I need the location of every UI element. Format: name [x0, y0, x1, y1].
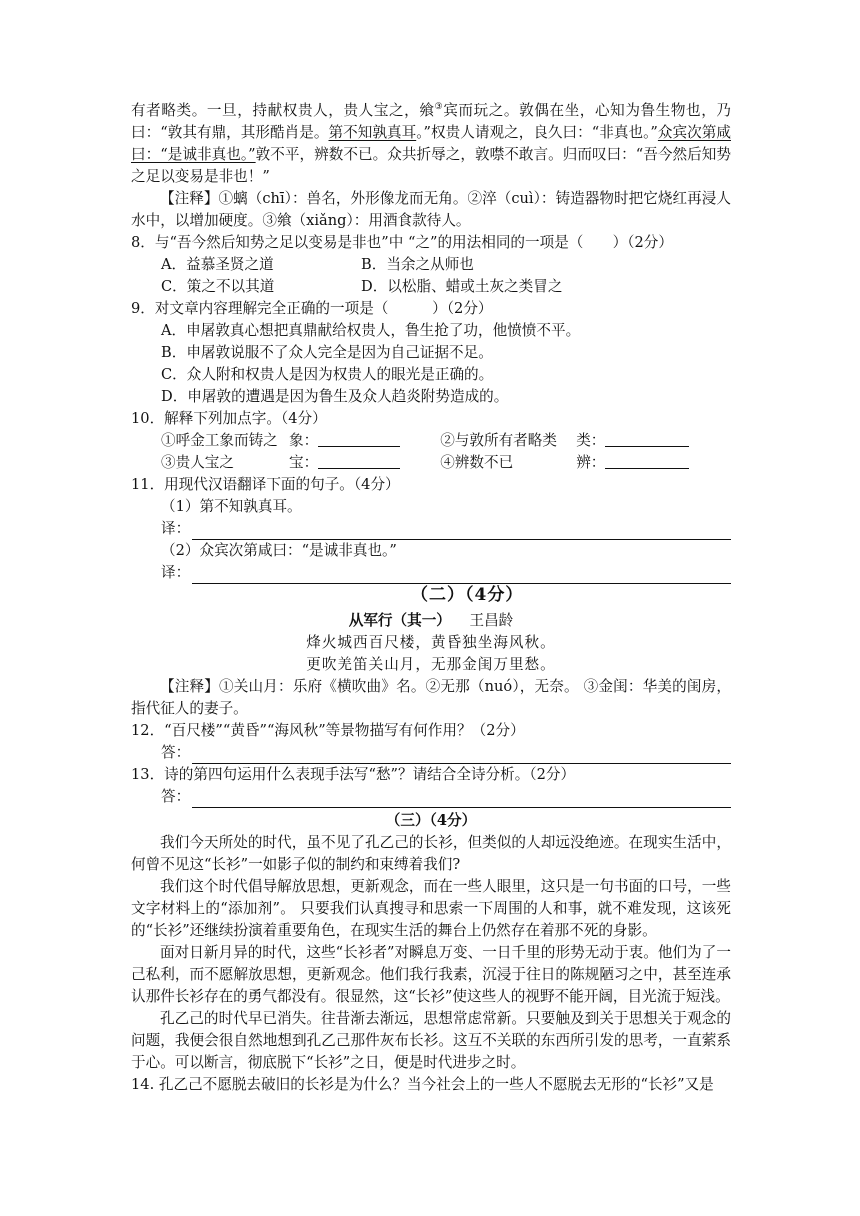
- section-3-heading: （三）（4分）: [385, 812, 477, 829]
- q10-answer-blank-4[interactable]: [605, 452, 689, 469]
- q10-label-1: 象：: [289, 432, 319, 449]
- poem-line-2: 更吹羌笛关山月，无那金闺万里愁。: [306, 656, 556, 673]
- section-3-paragraph-1: 我们今天所处的时代，虽不见了孔乙己的长衫，但类似的人却远没绝迹。在现实生活中，何曾不见这“长衫”一如影子似的制约和束缚着我们?: [131, 834, 731, 873]
- poem-title: 从军行（其一）: [348, 612, 451, 629]
- q11-stem: 11．用现代汉语翻译下面的句子。（4分）: [131, 476, 400, 493]
- q10-item-2: ②与敦所有者略类: [440, 432, 557, 449]
- q10-answer-blank-3[interactable]: [318, 452, 400, 469]
- q10-label-3: 宝：: [289, 454, 319, 471]
- passage-text-part: 。”权贵人请观之，良久曰：“非真也。”: [416, 124, 658, 141]
- answer-line[interactable]: [192, 566, 731, 584]
- q11-sentence-1: （1）第不知孰真耳。: [161, 498, 302, 515]
- poem-line-1: 烽火城西百尺楼，黄昏独坐海风秋。: [306, 634, 556, 651]
- poem-author: 王昌龄: [469, 612, 514, 629]
- q8-option-d: D．以松脂、蜡或土灰之类冒之: [361, 278, 563, 295]
- q14-stem: 14. 孔乙己不愿脱去破旧的长衫是为什么？当今社会上的一些人不愿脱去无形的“长衫”又是: [131, 1076, 714, 1093]
- footnote-marker: ③: [434, 102, 444, 113]
- passage-text-part: 敦不平，辨数不已。众共折辱之，敦噤不敢言。归而叹曰：“吾今然后知势之足以变易是非也！”: [131, 146, 731, 185]
- q13-answer: [161, 786, 731, 808]
- notes-2: 【注释】①关山月：乐府《横吹曲》名。②无那（nuó），无奈。 ③金闺：华美的闺房，指代征人的妻子。: [131, 678, 731, 717]
- passage-text-part: 宾而玩之。敦偶在坐，心知为鲁生物也，乃曰：“敦其有鼎，其形酷肖是。: [131, 102, 731, 141]
- q9-option-d: D．申屠敦的遭遇是因为鲁生及众人趋炎附势造成的。: [161, 388, 509, 405]
- passage-1-text: [131, 100, 731, 188]
- poem-title-line: [131, 610, 731, 632]
- answer-label: 译：: [161, 520, 191, 537]
- q10-label-2: 类：: [576, 432, 606, 449]
- q9-option-a: A．申屠敦真心想把真鼎献给权贵人，鲁生抢了功，他愤愤不平。: [161, 322, 581, 339]
- q11-sentence-2: （2）众宾次第咸曰：“是诚非真也。”: [161, 542, 397, 559]
- passage-text-part: 有者略类。一旦，持献权贵人，贵人宝之，飨: [131, 102, 435, 119]
- q10-row-1: [161, 430, 731, 452]
- section-3-paragraph-4: 孔乙己的时代早已消失。往昔渐去渐远，思想常虑常新。只要触及到关于思想关于观念的问题，我便会很自然地想到孔乙己那件灰布长衫。这互不关联的东西所引发的思考，一直萦系于心。可以断言，彻底脱下“长衫”之日，便是时代进步之时。: [131, 1010, 731, 1071]
- q10-item-4: ④辨数不已: [440, 454, 514, 471]
- q8-option-a: A．益慕圣贤之道: [161, 256, 274, 273]
- answer-label: 译：: [161, 564, 191, 581]
- answer-line[interactable]: [192, 746, 731, 764]
- q12-answer: [161, 742, 731, 764]
- q13-stem: 13．诗的第四句运用什么表现手法写“愁”？请结合全诗分析。（2分）: [131, 766, 576, 783]
- q10-item-1: ①呼金工象而铸之: [161, 432, 278, 449]
- notes-1: 【注释】①螭（chī）：兽名，外形像龙而无角。②淬（cuì）：铸造器物时把它烧红再浸人水中，以增加硬度。③飨（xiǎng）：用酒食款待人。: [131, 190, 731, 229]
- q10-row-2: [161, 452, 731, 474]
- section-2-heading: （二）（4分）: [411, 585, 524, 605]
- answer-label: 答：: [161, 788, 191, 805]
- underlined-sentence-1: 第不知孰真耳: [328, 124, 417, 141]
- q10-stem: 10．解释下列加点字。（4分）: [131, 410, 327, 427]
- q9-stem: 9．对文章内容理解完全正确的一项是（ ）（2分）: [131, 300, 493, 317]
- section-3-paragraph-2: 我们这个时代倡导解放思想，更新观念，而在一些人眼里，这只是一句书面的口号，一些文字材料上的“添加剂”。 只要我们认真搜寻和思索一下周围的人和事，就不难发现，这该死的“长衫”还继续扮演着重要角色，在现实生活的舞台上仍然存在着那不死的身影。: [131, 878, 731, 939]
- section-3-paragraph-3: 面对日新月异的时代，这些“长衫者”对瞬息万变、一日千里的形势无动于衷。他们为了一己私利，而不愿解放思想，更新观念。他们我行我素，沉浸于往日的陈规陋习之中，甚至连承认那件长衫存在的勇气都没有。很显然，这“长衫”使这些人的视野不能开阔，目光流于短浅。: [131, 944, 731, 1005]
- answer-line[interactable]: [192, 790, 731, 808]
- underlined-sentence-2: 众宾次第咸曰：“是诚非真也。”: [131, 124, 731, 163]
- q8-options-row-1: [161, 254, 731, 276]
- q8-stem: 8．与“吾今然后知势之足以变易是非也”中 “之”的用法相同的一项是（ ）（2分）: [131, 234, 673, 251]
- q10-item-3: ③贵人宝之: [161, 454, 234, 471]
- q9-option-c: C．众人附和权贵人是因为权贵人的眼光是正确的。: [161, 366, 494, 383]
- q10-answer-blank-1[interactable]: [318, 430, 400, 447]
- q8-option-b: B．当余之从师也: [361, 256, 474, 273]
- q11-answer-1: [161, 518, 731, 540]
- q10-answer-blank-2[interactable]: [605, 430, 689, 447]
- q8-option-c: C．策之不以其道: [161, 278, 275, 295]
- answer-line[interactable]: [192, 522, 731, 540]
- q8-options-row-2: [161, 276, 731, 298]
- answer-label: 答：: [161, 744, 191, 761]
- q12-stem: 12．“百尺楼”“黄昏”“海风秋”等景物描写有何作用？（2分）: [131, 722, 525, 739]
- q11-answer-2: [161, 562, 731, 584]
- q10-label-4: 辨：: [576, 454, 606, 471]
- page-content: [131, 100, 731, 1096]
- q9-option-b: B．申屠敦说服不了众人完全是因为自己证据不足。: [161, 344, 493, 361]
